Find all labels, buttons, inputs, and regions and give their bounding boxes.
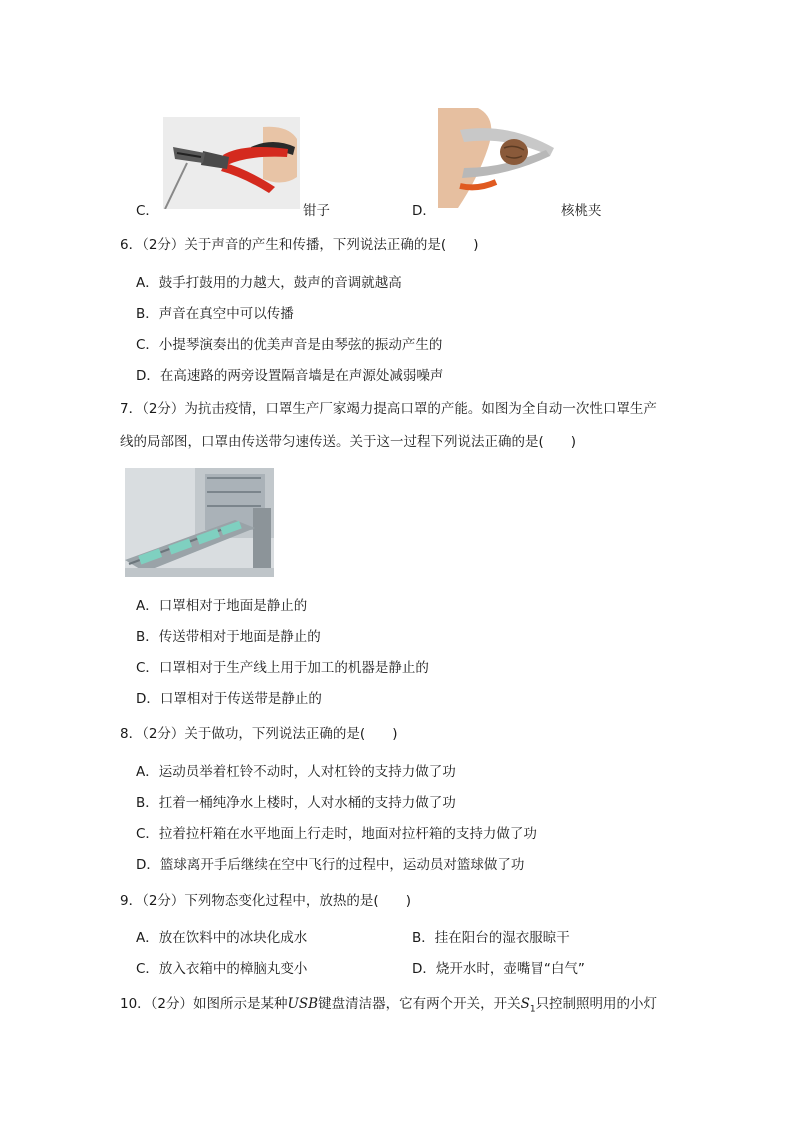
option-d-caption: 核桃夹 — [561, 203, 602, 219]
question-10-suffix: 只控制照明用的小灯 — [535, 996, 658, 1012]
switch-symbol: S — [520, 996, 530, 1012]
question-6-option-b: B．声音在真空中可以传播 — [136, 306, 294, 322]
question-9-option-c: C．放入衣箱中的樟脑丸变小 — [136, 961, 308, 977]
question-9-option-b: B．挂在阳台的湿衣服晾干 — [412, 930, 570, 946]
question-7-option-a: A．口罩相对于地面是静止的 — [136, 598, 308, 614]
option-c-label: C． — [136, 203, 159, 219]
question-8-option-c: C．拉着拉杆箱在水平地面上行走时，地面对拉杆箱的支持力做了功 — [136, 826, 537, 842]
nutcracker-image — [438, 108, 558, 208]
question-10-mid: 键盘清洁器，它有两个开关，开关 — [318, 996, 521, 1012]
question-6-option-c: C．小提琴演奏出的优美声音是由琴弦的振动产生的 — [136, 337, 443, 353]
question-7-option-d: D．口罩相对于传送带是静止的 — [136, 691, 322, 707]
question-6-option-a: A．鼓手打鼓用的力越大，鼓声的音调就越高 — [136, 275, 402, 291]
question-8-option-b: B．扛着一桶纯净水上楼时，人对水桶的支持力做了功 — [136, 795, 456, 811]
usb-term: USB — [287, 996, 319, 1012]
question-8-option-d: D．篮球离开手后继续在空中飞行的过程中，运动员对篮球做了功 — [136, 857, 525, 873]
question-8-option-a: A．运动员举着杠铃不动时，人对杠铃的支持力做了功 — [136, 764, 456, 780]
option-c-caption: 钳子 — [303, 203, 330, 219]
mask-production-line-image — [125, 468, 274, 577]
pliers-image — [163, 117, 300, 209]
question-10-stem — [120, 992, 657, 1015]
question-9-stem: 9．（2分）下列物态变化过程中，放热的是( ) — [120, 893, 411, 909]
question-6-stem: 6．（2分）关于声音的产生和传播，下列说法正确的是( ) — [120, 237, 479, 253]
question-10-prefix: 10．（2分）如图所示是某种 — [120, 996, 288, 1012]
question-8-stem: 8．（2分）关于做功，下列说法正确的是( ) — [120, 726, 398, 742]
option-d-label: D． — [412, 203, 436, 219]
question-6-option-d: D．在高速路的两旁设置隔音墙是在声源处减弱噪声 — [136, 368, 444, 384]
question-7-stem-line-2: 线的局部图，口罩由传送带匀速传送。关于这一过程下列说法正确的是( ) — [120, 434, 577, 450]
question-9-option-a: A．放在饮料中的冰块化成水 — [136, 930, 308, 946]
question-7-option-c: C．口罩相对于生产线上用于加工的机器是静止的 — [136, 660, 429, 676]
switch-subscript: 1 — [529, 1004, 536, 1015]
question-7-stem-line-1: 7．（2分）为抗击疫情，口罩生产厂家竭力提高口罩的产能。如图为全自动一次性口罩生产 — [120, 401, 657, 417]
question-9-option-d: D．烧开水时，壶嘴冒“白气” — [412, 961, 585, 977]
question-7-option-b: B．传送带相对于地面是静止的 — [136, 629, 321, 645]
